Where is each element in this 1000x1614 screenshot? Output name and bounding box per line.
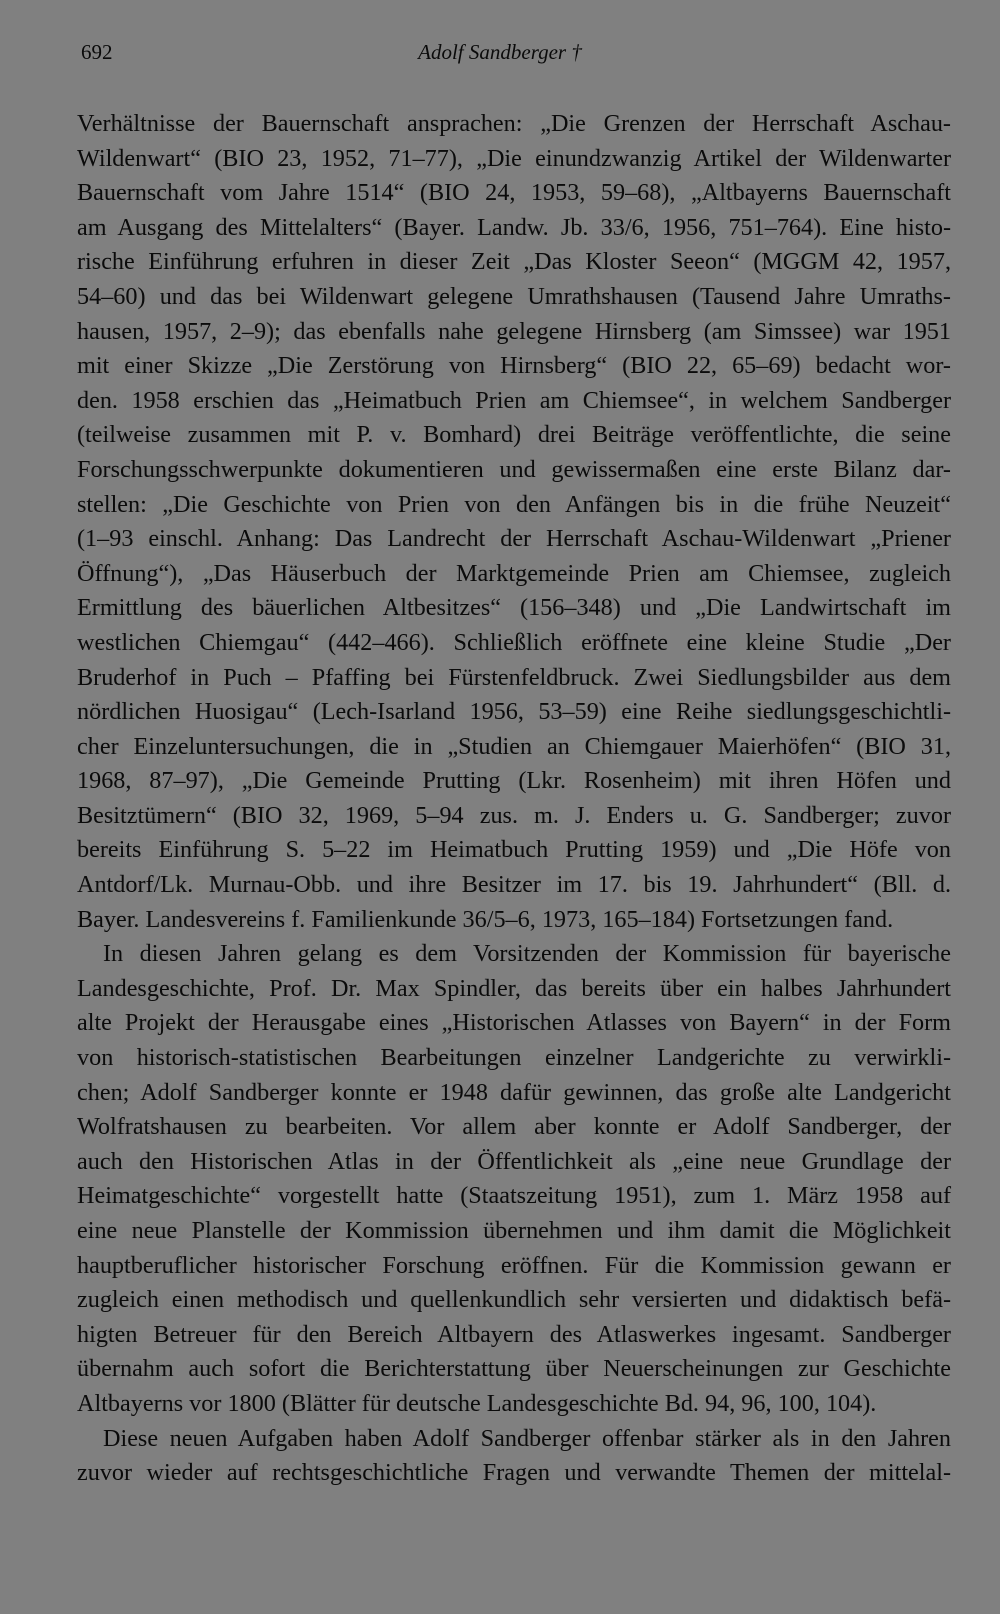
text-line: zuvor wieder auf rechtsgeschichtliche Fragen und verwandte Themen der mittelal- — [77, 1459, 951, 1487]
text-line: (1–93 einschl. Anhang: Das Landrecht der Herrschaft Aschau-Wildenwart „Priener — [77, 525, 951, 553]
text-line: von historisch-statistischen Bearbeitungen einzelner Landgerichte zu verwirkli- — [77, 1044, 951, 1072]
text-line: auch den Historischen Atlas in der Öffentlichkeit als „eine neue Grundlage der — [77, 1147, 951, 1175]
text-line: higten Betreuer für den Bereich Altbayern des Atlaswerkes ingesamt. Sandberger — [77, 1320, 951, 1348]
text-line: Bauernschaft vom Jahre 1514“ (BIO 24, 1953, 59–68), „Altbayerns Bauernschaft — [77, 179, 951, 207]
text-line: Bruderhof in Puch – Pfaffing bei Fürstenfeldbruck. Zwei Siedlungsbilder aus dem — [77, 663, 951, 691]
text-line: eine neue Planstelle der Kommission übernehmen und ihm damit die Möglichkeit — [77, 1217, 951, 1244]
text-line: rische Einführung erfuhren in dieser Zeit „Das Kloster Seeon“ (MGGM 42, 1957, — [77, 248, 951, 276]
text-line: 1968, 87–97), „Die Gemeinde Prutting (Lkr. Rosenheim) mit ihren Höfen und — [77, 767, 951, 795]
text-line: stellen: „Die Geschichte von Prien von den Anfängen bis in die frühe Neuzeit“ — [77, 490, 951, 518]
text-line: westlichen Chiemgau“ (442–466). Schließlich eröffnete eine kleine Studie „Der — [77, 628, 951, 656]
text-line: alte Projekt der Herausgabe eines „Historischen Atlasses von Bayern“ in der Form — [77, 1009, 951, 1037]
text-line: mit einer Skizze „Die Zerstörung von Hirnsberg“ (BIO 22, 65–69) bedacht wor- — [77, 352, 951, 380]
text-line: Öffnung“), „Das Häuserbuch der Marktgemeinde Prien am Chiemsee, zugleich — [77, 559, 951, 587]
text-line: übernahm auch sofort die Berichterstattung über Neuerscheinungen zur Geschichte — [77, 1355, 951, 1383]
text-line: den. 1958 erschien das „Heimatbuch Prien am Chiemsee“, in welchem Sandberger — [77, 386, 951, 414]
text-line: hausen, 1957, 2–9); das ebenfalls nahe gelegene Hirnsberg (am Simssee) war 1951 — [77, 317, 951, 345]
text-line: chen; Adolf Sandberger konnte er 1948 dafür gewinnen, das große alte Landgericht — [77, 1078, 951, 1106]
paragraph — [77, 1422, 951, 1491]
text-line: Altbayerns vor 1800 (Blätter für deutsche Landesgeschichte Bd. 94, 96, 100, 104). — [77, 1389, 877, 1417]
paragraph — [77, 107, 951, 937]
text-line: Wildenwart“ (BIO 23, 1952, 71–77), „Die einundzwanzig Artikel der Wildenwarter — [77, 144, 951, 172]
text-line: am Ausgang des Mittelalters“ (Bayer. Landw. Jb. 33/6, 1956, 751–764). Eine histo- — [77, 213, 951, 241]
running-title: Adolf Sandberger † — [418, 40, 582, 64]
text-line: Besitztümern“ (BIO 32, 1969, 5–94 zus. m. J. Enders u. G. Sandberger; zuvor — [77, 801, 951, 829]
text-line: Ermittlung des bäuerlichen Altbesitzes“ (156–348) und „Die Landwirtschaft im — [77, 594, 951, 622]
text-line: 54–60) und das bei Wildenwart gelegene Umrathshausen (Tausend Jahre Umraths- — [77, 282, 951, 310]
page-header — [78, 40, 922, 76]
text-line: Verhältnisse der Bauernschaft ansprachen: „Die Grenzen der Herrschaft Aschau- — [77, 110, 951, 137]
text-line: hauptberuflicher historischer Forschung eröffnen. Für die Kommission gewann er — [77, 1251, 951, 1279]
text-line: zugleich einen methodisch und quellenkundlich sehr versierten und didaktisch befä- — [77, 1286, 951, 1314]
text-line: Wolfratshausen zu bearbeiten. Vor allem aber konnte er Adolf Sandberger, der — [77, 1113, 951, 1141]
text-line: cher Einzeluntersuchungen, die in „Studien an Chiemgauer Maierhöfen“ (BIO 31, — [77, 732, 951, 760]
page-number: 692 — [81, 40, 113, 64]
text-line: (teilweise zusammen mit P. v. Bomhard) drei Beiträge veröffentlichte, die seine — [77, 421, 951, 449]
text-line: Diese neuen Aufgaben haben Adolf Sandberger offenbar stärker als in den Jahren — [103, 1424, 951, 1452]
text-line: In diesen Jahren gelang es dem Vorsitzenden der Kommission für bayerische — [103, 940, 951, 968]
paragraph — [77, 937, 951, 1421]
text-line: bereits Einführung S. 5–22 im Heimatbuch Prutting 1959) und „Die Höfe von — [77, 836, 951, 864]
text-line: Heimatgeschichte“ vorgestellt hatte (Staatszeitung 1951), zum 1. März 1958 auf — [77, 1182, 951, 1210]
text-line: Forschungsschwerpunkte dokumentieren und gewissermaßen eine erste Bilanz dar- — [77, 455, 951, 483]
text-line: Landesgeschichte, Prof. Dr. Max Spindler, das bereits über ein halbes Jahrhundert — [77, 974, 951, 1002]
text-line: Bayer. Landesvereins f. Familienkunde 36/5–6, 1973, 165–184) Fortsetzungen fand. — [77, 905, 894, 933]
text-line: nördlichen Huosigau“ (Lech-Isarland 1956, 53–59) eine Reihe siedlungsgeschichtli- — [77, 698, 951, 726]
body-text — [77, 107, 951, 1491]
text-line: Antdorf/Lk. Murnau-Obb. und ihre Besitzer im 17. bis 19. Jahrhundert“ (Bll. d. — [77, 871, 951, 899]
